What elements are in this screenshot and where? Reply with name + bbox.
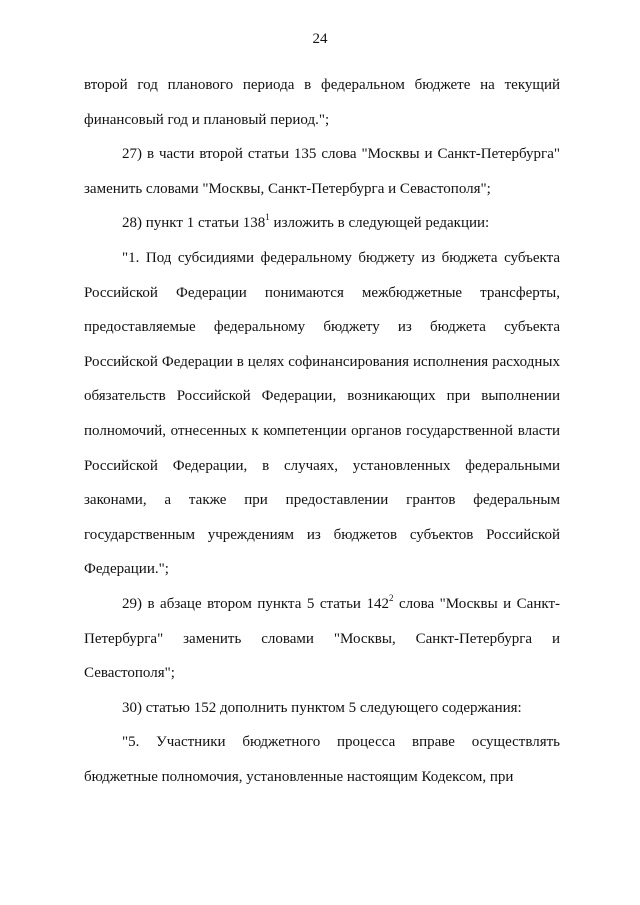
page-number: 24 bbox=[312, 31, 328, 47]
paragraph-item-29-text: 29) в абзаце втором пункта 5 статьи 142 bbox=[122, 595, 389, 612]
paragraph-continuation: второй год планового периода в федеральном бюджете на текущий финансовый год и плановый период."; bbox=[84, 77, 560, 128]
paragraph-quoted-definition: "1. Под субсидиями федеральному бюджету из бюджета субъекта Российской Федерации понимаются межбюджетные трансферты, предоставляемые федеральному бюджету из бюджета субъекта Российской Федерации в целях софинансирования исполнения расходных обязательств Российской Федерации, возникающих при выполнении полномочий, отнесенных к компетенции органов государственной власти Российской Федерации, в случаях, установленных федеральными законами, а также при предоставлении грантов федеральным государственным учреждениям из бюджетов субъектов Российской Федерации."; bbox=[84, 249, 560, 578]
paragraph-item-28-tail: изложить в следующей редакции: bbox=[269, 215, 490, 232]
superscript-marker: 1 bbox=[265, 212, 270, 223]
paragraph-quoted-item-5: "5. Участники бюджетного процесса вправе осуществлять бюджетные полномочия, установленные настоящим Кодексом, при bbox=[84, 734, 560, 785]
paragraph-item-29-tail: слова "Москвы и Санкт-Петербурга" заменить словами "Москвы, Санкт-Петербурга и Севастополя"; bbox=[84, 595, 561, 682]
superscript-marker: 2 bbox=[388, 592, 394, 603]
paragraph-item-30: 30) статью 152 дополнить пунктом 5 следующего содержания: bbox=[122, 699, 522, 716]
paragraph-item-28-text: 28) пункт 1 статьи 138 bbox=[122, 215, 266, 232]
document-body bbox=[84, 68, 560, 794]
paragraph-item-27: 27) в части второй статьи 135 слова "Москвы и Санкт-Петербурга" заменить словами "Москвы, Санкт-Петербурга и Севастополя"; bbox=[84, 146, 560, 197]
paragraph-item-28 bbox=[84, 206, 560, 241]
paragraph-item-29 bbox=[84, 587, 560, 691]
